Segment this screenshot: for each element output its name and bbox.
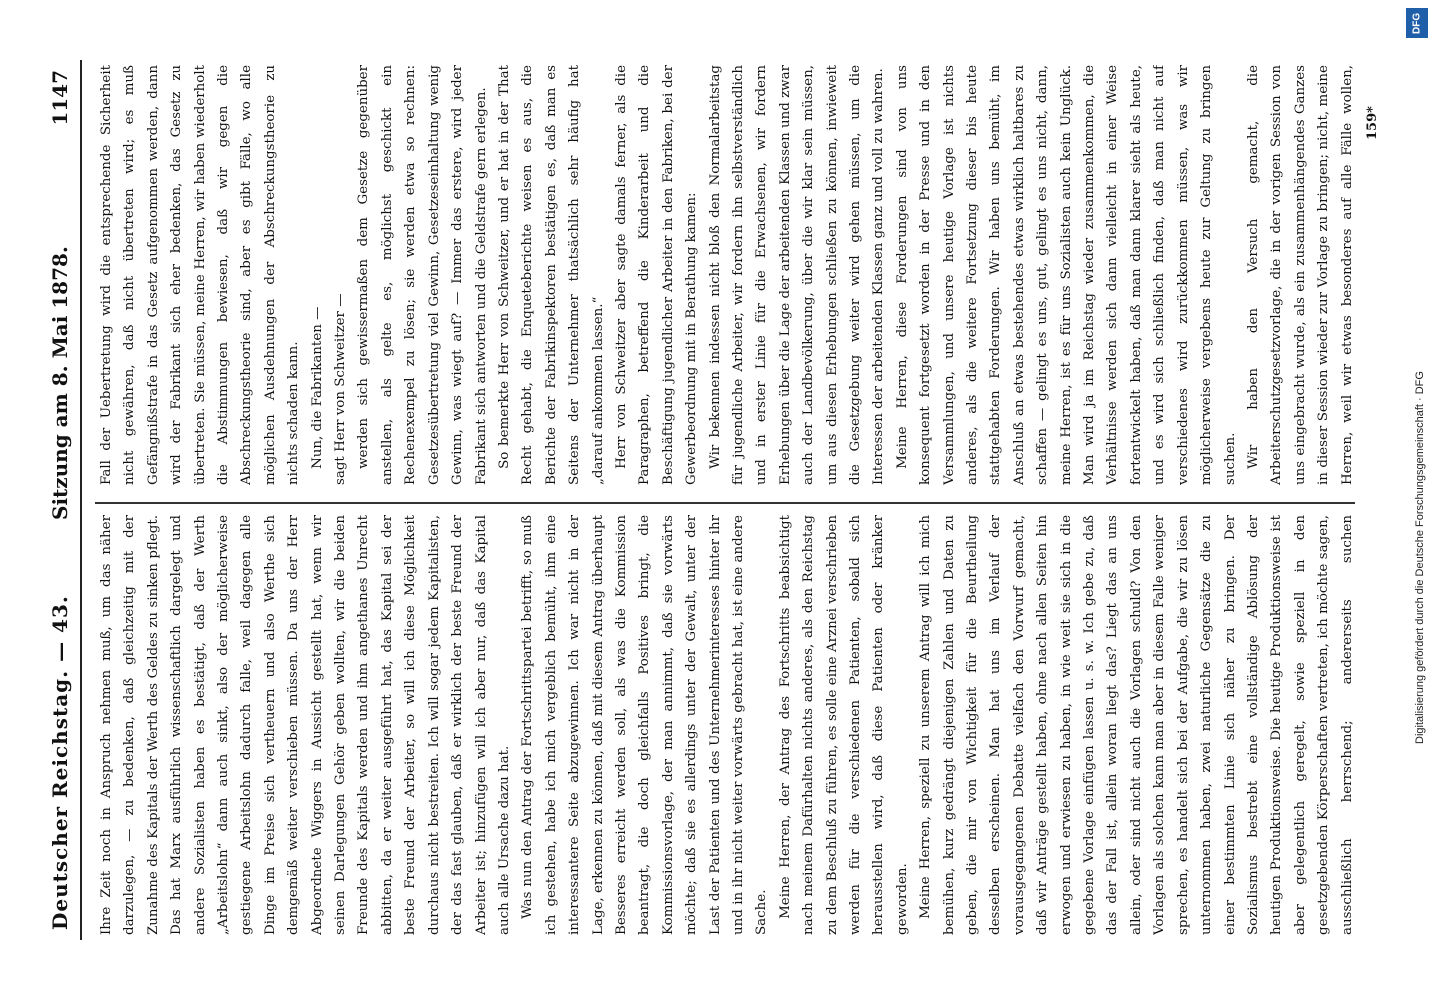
paragraph: So bemerkte Herr von Schweitzer, und er hat in der That Recht gehabt, die Enqueteberichte weisen es aus, die Berichte der Fabrikinspektoren bestätigen es, daß man es Seitens der Unternehmer thatsächlich sehr häufig hat „darauf ankommen lassen.“ xyxy=(496,65,606,485)
right-column xyxy=(95,65,1355,485)
signature-mark: 159* xyxy=(1365,106,1380,140)
paragraph: Fall der Uebertretung wird die entsprechende Sicherheit nicht gewähren, daß nicht übertreten wird; es muß Gefängnißstrafe in das Gesetz aufgenommen werden, dann wird der Fabrikant sich eher bedenken, das Gesetz zu übertreten. Sie müssen, meine Herren, wir haben wiederholt die Abstimmungen bewiesen, daß wir gegen die Abschreckungstheorie sind, aber es gibt Fälle, wo alle möglichen Ausdehnungen der Abschreckungstheorie zu nichts schaden kann. xyxy=(99,65,302,485)
paragraph: Nun, die Fabrikanten — xyxy=(309,306,325,469)
page-header xyxy=(40,60,82,940)
paragraph: Meine Herren, speziell zu unserem Antrag will ich mich bemühen, kurz gedrängt diejenigen Zahlen und Daten zu geben, die mir von Wichtigkeit für die Beurtheilung desselben erscheinen. Man hat uns im Verlauf der vorausgegangenen Debatte vielfach den Vorwurf gemacht, daß wir Anträge gestellt haben, ohne nach allen Seiten hin erwogen und erwiesen zu haben, in wie weit sie sich in die gegebene Vorlage einfügen lassen u. s. w. Ich gebe zu, daß das der Fall ist, allein woran liegt das? Liegt das an uns allein, oder sind nicht auch die Vorlagen schuld? Von den Vorlagen als solchen kann man aber in diesem Falle weniger sprechen, es handelt sich bei der Aufgabe, die wir zu lösen unternommen haben, zwei naturliche Gegensätze die zu einer bestimmten Linie sich näher zu bringen. Der Sozialismus bestrebt eine vollständige Ablösung der heutigen Produktionsweise. Die heutige Produktionsweise ist aber gelegentlich geregelt, sowie speziell in den gesetzgebenden Körperschaften vertreten, ich möchte sagen, ausschließlich herrschend; andererseits suchen xyxy=(918,515,1355,935)
dfg-logo: DFG xyxy=(1406,8,1428,38)
paragraph: Meine Herren, der Antrag des Fortschritts beabsichtigt nach meinem Dafürhalten nichts anderes, als den Reichstag zu dem Beschluß zu führen, es solle eine Arznei verschrieben werden für die verschiedenen Patienten, sobald sich herausstellen wird, daß diese Patienten oder kränker geworden. xyxy=(777,515,910,935)
funding-notice: Digitalisierung gefördert durch die Deutsche Forschungsgemeinschaft · DFG xyxy=(1414,371,1426,744)
header-center: Sitzung am 8. Mai 1878. xyxy=(48,246,72,520)
header-left: Deutscher Reichstag. — 43. xyxy=(48,595,72,930)
funding-sidebar xyxy=(1400,0,1432,1000)
quote-paragraph: Wir bekennen indessen nicht bloß den Normalarbeitstag für jugendliche Arbeiter, wir fordern ihn selbstverständlich und in erster Linie für die Erwachsenen, wir fordern Erhebungen über die Lage der arbeitenden Klassen und zwar auch der Landbevölkerung, über die wir klar sein müssen, um aus diesen Erhebungen schließen zu können, inwieweit die Gesetzgebung weiter wird gehen müssen, um die Interessen der arbeitenden Klassen ganz und voll zu wahren. xyxy=(707,65,887,485)
left-column xyxy=(95,515,1355,935)
paragraph: Ihre Zeit noch in Anspruch nehmen muß, um das näher darzulegen, — zu bedenken, daß gleichzeitig mit der Zunahme des Kapitals der Werth des Geldes zu sinken pflegt. Das hat Marx ausführlich wissenschaftlich dargelegt und andere Sozialisten haben es bestätigt, daß der Werth „Arbeitslohn“ dann auch sinkt, also der möglicherweise gestiegene Arbeitslohn dadurch falle, weil dagegen alle Dinge im Preise sich vertheuern und also Werthe sich demgemäß weiter verschieben müssen. Da uns der Herr Abgeordnete Wiggers in Aussicht gestellt hat, wenn wir seinen Darlegungen Gehör geben wollten, wir die beiden Freunde des Kapitals werden und ihm angethanes Unrecht abbitten, da er weiter ausgeführt hat, das Kapital sei der beste Freund der Arbeiter, so will ich diese Möglichkeit durchaus nicht bestreiten. Ich will sogar jedem Kapitalisten, der das fast glauben, daß er wirklich der beste Freund der Arbeiter ist; hinzufügen will ich aber nur, daß das Kapital auch alle Ursache dazu hat. xyxy=(99,515,512,935)
paragraph: sagt Herr von Schweitzer — xyxy=(333,293,349,485)
paragraph: Was nun den Antrag der Fortschrittspartei betrifft, so muß ich gestehen, habe ich mich vergeblich bemüht, ihm eine interessantere Seite abzugewinnen. Ich war nicht in der Lage, erkennen zu können, daß mit diesem Antrag überhaupt Besseres erreicht werden soll, als was die Kommission beantragt, die doch gleichfalls Positives bringt, die Kommissionsvorlage, der man annimmt, daß sie vorwärts möchte; daß sie es allerdings unter der Gewalt, unter der Last der Patienten und des Unternehmerinteresses hinter ihr und in ihr nicht weiter vorwärts gebracht hat, ist eine andere Sache. xyxy=(520,515,770,935)
column-divider xyxy=(95,502,1355,504)
quote-paragraph: werden sich gewissermaßen dem Gesetze gegenüber anstellen, als gelte es, möglichst geschickt ein Rechenexempel zu lösen; sie werden etwa so rechnen: Gesetzesübertretung viel Gewinn, Gesetzeseinhaltung wenig Gewinn, was wiegt auf? — Immer das erstere, wird jeder Fabrikant sich antworten und die Geldstrafe gern erlegen. xyxy=(356,65,489,485)
paragraph: Meine Herren, diese Forderungen sind von uns konsequent fortgesetzt worden in der Presse und in den Versammlungen, und unsere heutige Vorlage ist nichts anderes, als die weitere Fortsetzung dieser bis heute stattgehabten Forderungen. Wir haben uns bemüht, im Anschluß an etwas bestehendes etwas wirklich haltbares zu schaffen — gelingt es uns, gut, gelingt es uns nicht, dann, meine Herren, ist es für uns Sozialisten auch kein Unglück. Man wird ja im Reichstag wieder zusammenkommen, die Verhältnisse werden sich dann vielleicht in einer Weise fortentwickelt haben, daß man dann klarer sieht als heute, und es wird sich schließlich finden, daß man nicht auf verschiedenes wird zurückkommen müssen, was wir möglicherweise vergebens heute zur Geltung zu bringen suchen. xyxy=(894,65,1238,485)
page-number: 1147 xyxy=(48,70,72,126)
paragraph: Wir haben den Versuch gemacht, die Arbeiterschutzgesetzvorlage, die in der vorigen Session von uns eingebracht wurde, als ein zusammenhängendes Ganzes in dieser Session wieder zur Vorlage zu bringen; nicht, meine Herren, weil wir etwas besonderes auf alle Fälle wollen, xyxy=(1245,65,1355,485)
paragraph: Herr von Schweitzer aber sagte damals ferner, als die Paragraphen, betreffend die Kinderarbeit und die Beschäftigung jugendlicher Arbeiter in den Fabriken, bei der Gewerbeordnung mit in Berathung kamen: xyxy=(613,65,700,485)
